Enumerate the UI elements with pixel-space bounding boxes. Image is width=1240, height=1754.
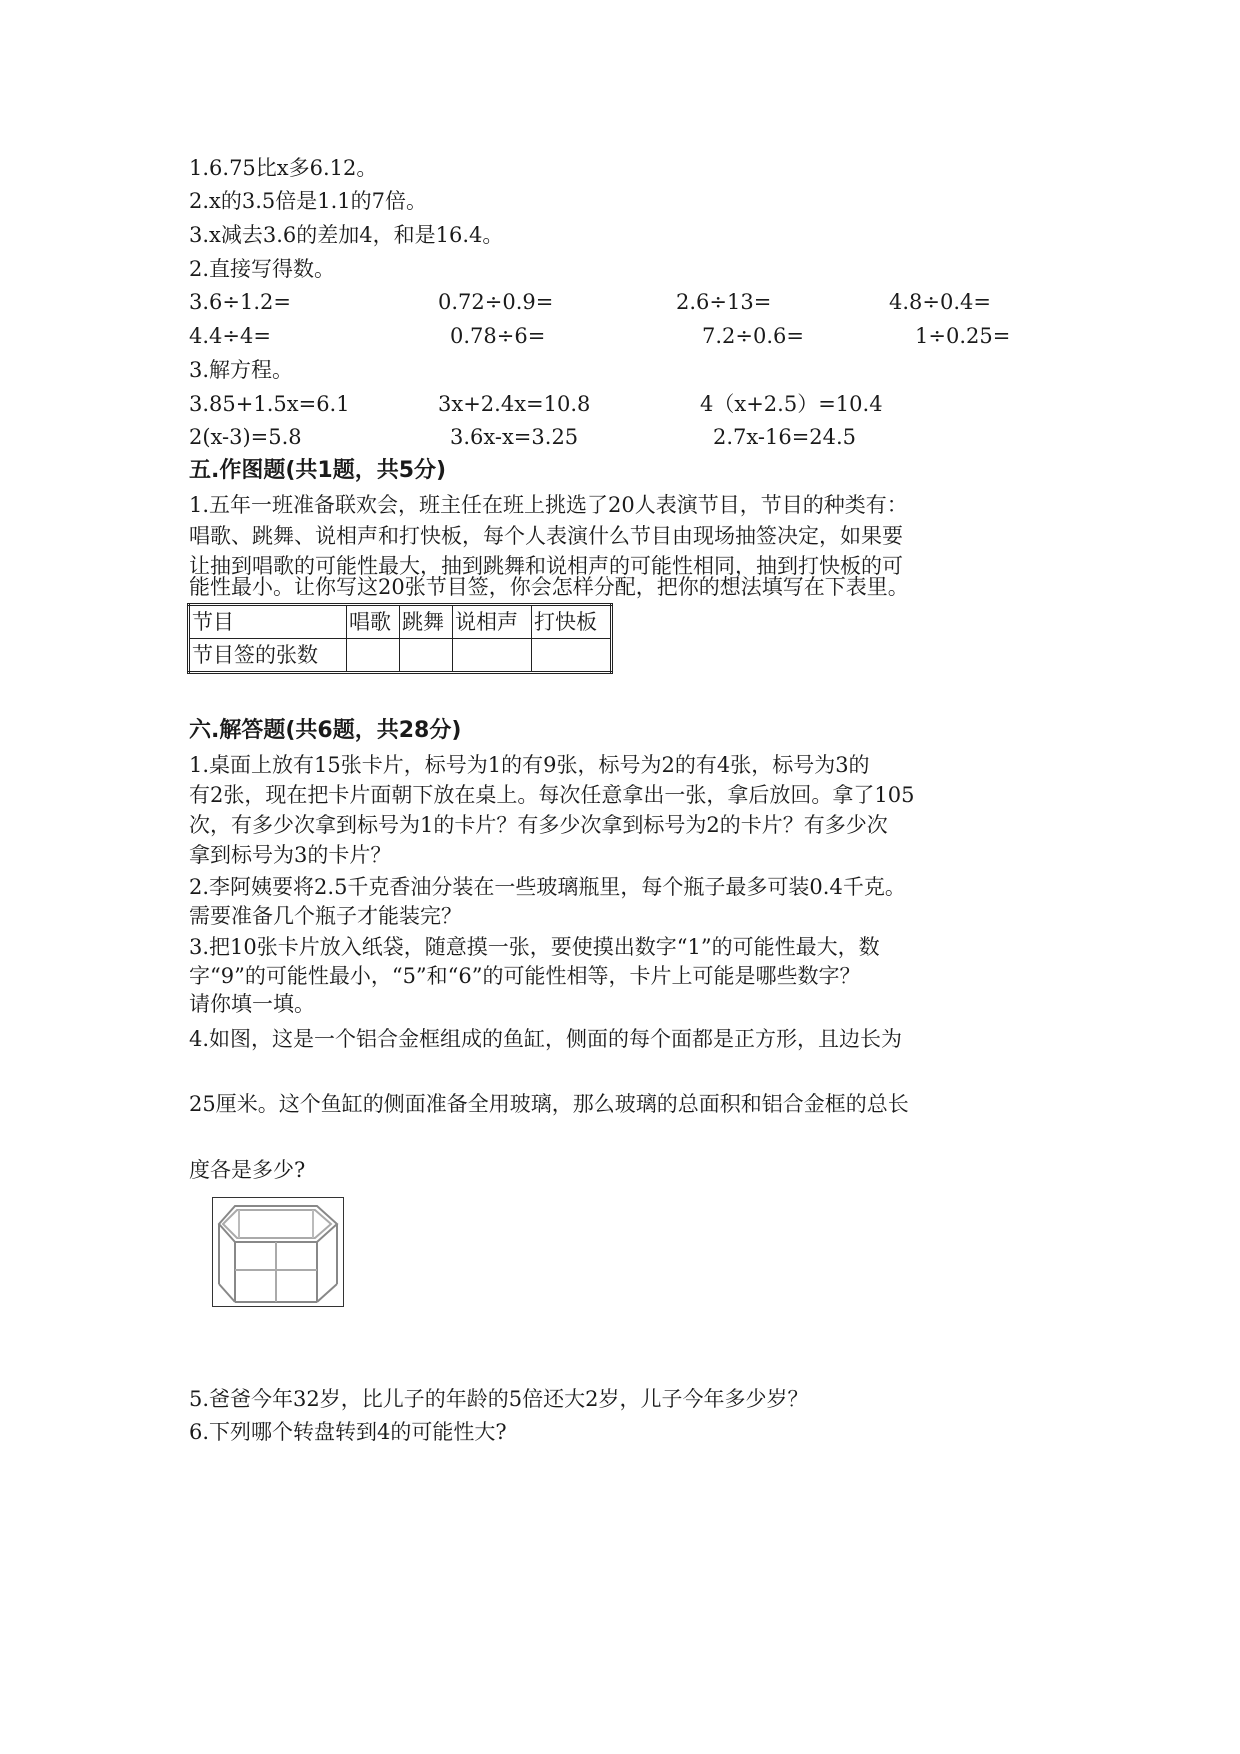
calc-item: 2.6÷13= xyxy=(676,290,772,314)
part6-q3-line: 请你填一填。 xyxy=(189,992,315,1016)
part6-heading: 六.解答题(共6题，共28分) xyxy=(189,718,462,743)
calc-item: 4.8÷0.4= xyxy=(889,290,991,314)
calc-item: 0.78÷6= xyxy=(450,324,546,348)
equation-item-3: 3.x减去3.6的差加4，和是16.4。 xyxy=(189,223,504,247)
part6-q3-line: 3.把10张卡片放入纸袋，随意摸一张，要使摸出数字“1”的可能性最大，数 xyxy=(189,935,880,959)
table-row xyxy=(189,639,612,673)
table-header-cell: 节目 xyxy=(189,605,347,639)
solve-item: 4（x+2.5）=10.4 xyxy=(700,392,883,416)
equation-item-2: 2.x的3.5倍是1.1的7倍。 xyxy=(189,189,428,213)
table-header-cell: 说相声 xyxy=(453,605,532,639)
solve-item: 2(x-3)=5.8 xyxy=(189,425,302,449)
part5-q1-line: 能性最小。让你写这20张节目签，你会怎样分配，把你的想法填写在下表里。 xyxy=(189,575,909,599)
section2-title: 2.直接写得数。 xyxy=(189,257,336,281)
hexagonal-prism-drawing xyxy=(213,1198,343,1306)
table-input-cell[interactable] xyxy=(532,639,612,673)
part6-q6: 6.下列哪个转盘转到4的可能性大? xyxy=(189,1420,507,1444)
part5-q1-line: 让抽到唱歌的可能性最大，抽到跳舞和说相声的可能性相同，抽到打快板的可 xyxy=(189,554,903,578)
table-header-cell: 打快板 xyxy=(532,605,612,639)
part6-q4-line: 4.如图，这是一个铝合金框组成的鱼缸，侧面的每个面都是正方形，且边长为 xyxy=(189,1027,903,1051)
part6-q4-line: 25厘米。这个鱼缸的侧面准备全用玻璃，那么玻璃的总面积和铝合金框的总长 xyxy=(189,1092,909,1116)
solve-item: 2.7x-16=24.5 xyxy=(713,425,857,449)
program-tickets-table xyxy=(187,603,613,674)
part6-q3-line: 字“9”的可能性最小，“5”和“6”的可能性相等，卡片上可能是哪些数字？ xyxy=(189,964,861,988)
equation-item-1: 1.6.75比x多6.12。 xyxy=(189,156,378,180)
calc-item: 7.2÷0.6= xyxy=(702,324,804,348)
calc-item: 4.4÷4= xyxy=(189,324,271,348)
part6-q1-line: 有2张，现在把卡片面朝下放在桌上。每次任意拿出一张，拿后放回。拿了105 xyxy=(189,783,915,807)
solve-item: 3.85+1.5x=6.1 xyxy=(189,392,350,416)
part6-q1-line: 次，有多少次拿到标号为1的卡片？有多少次拿到标号为2的卡片？有多少次 xyxy=(189,813,888,837)
table-header-cell: 跳舞 xyxy=(400,605,453,639)
table-header-row xyxy=(189,605,612,639)
table-input-cell[interactable] xyxy=(347,639,400,673)
part6-q5: 5.爸爸今年32岁，比儿子的年龄的5倍还大2岁，儿子今年多少岁？ xyxy=(189,1387,809,1411)
table-input-cell[interactable] xyxy=(453,639,532,673)
part6-q1-line: 1.桌面上放有15张卡片，标号为1的有9张，标号为2的有4张，标号为3的 xyxy=(189,753,870,777)
table-header-cell: 唱歌 xyxy=(347,605,400,639)
section3-title: 3.解方程。 xyxy=(189,358,294,382)
part6-q4-line: 度各是多少? xyxy=(189,1158,306,1182)
solve-item: 3x+2.4x=10.8 xyxy=(438,392,591,416)
part5-q1-line: 唱歌、跳舞、说相声和打快板，每个人表演什么节目由现场抽签决定，如果要 xyxy=(189,524,903,548)
fish-tank-figure xyxy=(212,1197,344,1307)
part6-q2-line: 需要准备几个瓶子才能装完？ xyxy=(189,904,462,928)
table-row-label: 节目签的张数 xyxy=(189,639,347,673)
calc-item: 1÷0.25= xyxy=(915,324,1011,348)
calc-item: 3.6÷1.2= xyxy=(189,290,291,314)
part6-q2-line: 2.李阿姨要将2.5千克香油分装在一些玻璃瓶里，每个瓶子最多可装0.4千克。 xyxy=(189,875,906,899)
part5-q1-line: 1.五年一班准备联欢会，班主任在班上挑选了20人表演节目，节目的种类有： xyxy=(189,493,908,517)
table-input-cell[interactable] xyxy=(400,639,453,673)
part6-q1-line: 拿到标号为3的卡片？ xyxy=(189,843,392,867)
part5-heading: 五.作图题(共1题，共5分) xyxy=(189,458,447,483)
calc-item: 0.72÷0.9= xyxy=(438,290,554,314)
solve-item: 3.6x-x=3.25 xyxy=(450,425,579,449)
